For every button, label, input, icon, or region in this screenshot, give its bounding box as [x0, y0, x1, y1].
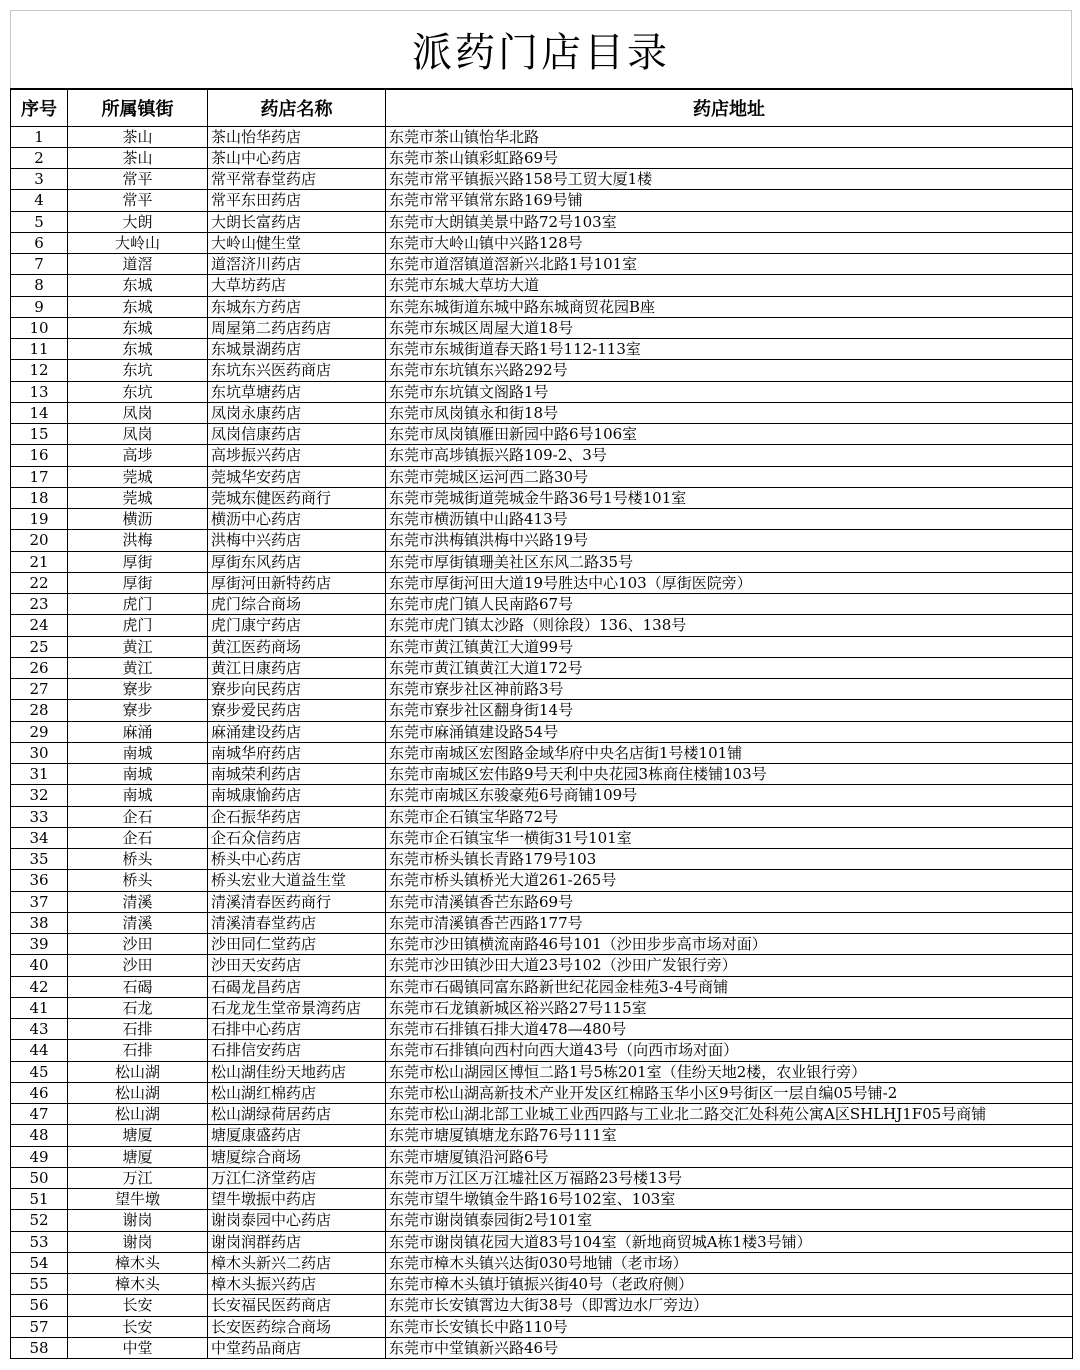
cell-town: 东坑	[68, 360, 208, 381]
cell-town: 茶山	[68, 147, 208, 168]
cell-index: 6	[11, 232, 68, 253]
cell-index: 41	[11, 997, 68, 1018]
cell-index: 32	[11, 785, 68, 806]
cell-town: 虎门	[68, 615, 208, 636]
cell-store: 南城荣利药店	[208, 764, 386, 785]
cell-town: 凤岗	[68, 402, 208, 423]
table-row	[11, 1125, 1073, 1146]
cell-store: 松山湖佳纷天地药店	[208, 1061, 386, 1082]
cell-store: 松山湖绿荷居药店	[208, 1104, 386, 1125]
cell-address: 东莞市桥头镇桥光大道261-265号	[386, 870, 1073, 891]
cell-store: 望牛墩振中药店	[208, 1189, 386, 1210]
cell-address: 东莞市东坑镇文阁路1号	[386, 381, 1073, 402]
cell-index: 8	[11, 275, 68, 296]
table-row	[11, 827, 1073, 848]
cell-address: 东莞市谢岗镇花园大道83号104室（新地商贸城A栋1楼3号铺）	[386, 1231, 1073, 1252]
cell-town: 横沥	[68, 509, 208, 530]
table-row	[11, 976, 1073, 997]
cell-index: 9	[11, 296, 68, 317]
cell-store: 长安医药综合商场	[208, 1316, 386, 1337]
table-row	[11, 636, 1073, 657]
table-row	[11, 934, 1073, 955]
cell-index: 17	[11, 466, 68, 487]
table-row	[11, 1104, 1073, 1125]
cell-index: 50	[11, 1167, 68, 1188]
cell-store: 莞城东健医药商行	[208, 487, 386, 508]
cell-town: 石排	[68, 1040, 208, 1061]
cell-address: 东莞市横沥镇中山路413号	[386, 509, 1073, 530]
table-row	[11, 1252, 1073, 1273]
cell-address: 东莞市凤岗镇雁田新园中路6号106室	[386, 424, 1073, 445]
table-row	[11, 912, 1073, 933]
cell-town: 塘厦	[68, 1146, 208, 1167]
cell-store: 谢岗泰园中心药店	[208, 1210, 386, 1231]
cell-address: 东莞市长安镇长中路110号	[386, 1316, 1073, 1337]
cell-index: 10	[11, 317, 68, 338]
cell-town: 大朗	[68, 211, 208, 232]
cell-index: 14	[11, 402, 68, 423]
cell-index: 43	[11, 1019, 68, 1040]
table-row	[11, 190, 1073, 211]
table-row	[11, 402, 1073, 423]
cell-town: 松山湖	[68, 1082, 208, 1103]
cell-town: 茶山	[68, 126, 208, 147]
cell-index: 19	[11, 509, 68, 530]
cell-address: 东莞市松山湖园区博恒二路1号5栋201室（佳纷天地2楼，农业银行旁）	[386, 1061, 1073, 1082]
cell-town: 莞城	[68, 466, 208, 487]
cell-address: 东莞市长安镇霄边大街38号（即霄边水厂旁边）	[386, 1295, 1073, 1316]
cell-town: 企石	[68, 806, 208, 827]
cell-index: 53	[11, 1231, 68, 1252]
cell-town: 松山湖	[68, 1104, 208, 1125]
table-row	[11, 657, 1073, 678]
cell-index: 56	[11, 1295, 68, 1316]
cell-address: 东莞市塘厦镇沿河路6号	[386, 1146, 1073, 1167]
cell-address: 东莞市中堂镇新兴路46号	[386, 1337, 1073, 1358]
cell-address: 东莞市樟木头镇圩镇振兴街40号（老政府侧）	[386, 1274, 1073, 1295]
cell-index: 3	[11, 169, 68, 190]
table-row	[11, 466, 1073, 487]
cell-address: 东莞市石排镇石排大道478—480号	[386, 1019, 1073, 1040]
table-row	[11, 742, 1073, 763]
cell-address: 东莞市洪梅镇洪梅中兴路19号	[386, 530, 1073, 551]
cell-address: 东莞市莞城街道莞城金牛路36号1号楼101室	[386, 487, 1073, 508]
cell-store: 东城东方药店	[208, 296, 386, 317]
cell-town: 石碣	[68, 976, 208, 997]
table-row	[11, 849, 1073, 870]
cell-address: 东莞市樟木头镇兴达街030号地铺（老市场）	[386, 1252, 1073, 1273]
store-table	[10, 88, 1073, 1359]
cell-town: 谢岗	[68, 1210, 208, 1231]
cell-index: 36	[11, 870, 68, 891]
cell-index: 46	[11, 1082, 68, 1103]
store-directory-sheet	[10, 10, 1072, 1359]
cell-address: 东莞市松山湖北部工业城工业西四路与工业北二路交汇处科苑公寓A区SHLHJ1F05号商铺	[386, 1104, 1073, 1125]
cell-town: 石排	[68, 1019, 208, 1040]
cell-address: 东莞市黄江镇黄江大道99号	[386, 636, 1073, 657]
cell-store: 企石众信药店	[208, 827, 386, 848]
table-row	[11, 381, 1073, 402]
cell-index: 39	[11, 934, 68, 955]
header-index: 序号	[11, 89, 68, 126]
cell-address: 东莞市企石镇宝华一横街31号101室	[386, 827, 1073, 848]
cell-store: 企石振华药店	[208, 806, 386, 827]
cell-town: 樟木头	[68, 1274, 208, 1295]
cell-index: 25	[11, 636, 68, 657]
cell-town: 桥头	[68, 849, 208, 870]
cell-address: 东莞市虎门镇太沙路（则徐段）136、138号	[386, 615, 1073, 636]
cell-address: 东莞市万江区万江墟社区万福路23号楼13号	[386, 1167, 1073, 1188]
cell-store: 樟木头振兴药店	[208, 1274, 386, 1295]
cell-town: 石龙	[68, 997, 208, 1018]
cell-town: 沙田	[68, 955, 208, 976]
cell-address: 东莞市大朗镇美景中路72号103室	[386, 211, 1073, 232]
cell-store: 寮步向民药店	[208, 679, 386, 700]
cell-store: 虎门康宁药店	[208, 615, 386, 636]
cell-store: 清溪清春堂药店	[208, 912, 386, 933]
cell-index: 37	[11, 891, 68, 912]
cell-store: 塘厦综合商场	[208, 1146, 386, 1167]
cell-town: 东城	[68, 339, 208, 360]
table-row	[11, 891, 1073, 912]
cell-index: 57	[11, 1316, 68, 1337]
cell-store: 南城康愉药店	[208, 785, 386, 806]
cell-town: 常平	[68, 190, 208, 211]
table-row	[11, 1040, 1073, 1061]
cell-store: 东坑草塘药店	[208, 381, 386, 402]
cell-index: 18	[11, 487, 68, 508]
table-row	[11, 509, 1073, 530]
cell-town: 沙田	[68, 934, 208, 955]
cell-store: 石龙龙生堂帝景湾药店	[208, 997, 386, 1018]
cell-store: 常平东田药店	[208, 190, 386, 211]
cell-address: 东莞市石碣镇同富东路新世纪花园金桂苑3-4号商铺	[386, 976, 1073, 997]
cell-address: 东莞市道滘镇道滘新兴北路1号101室	[386, 254, 1073, 275]
cell-town: 常平	[68, 169, 208, 190]
cell-address: 东莞市莞城区运河西二路30号	[386, 466, 1073, 487]
cell-store: 长安福民医药商店	[208, 1295, 386, 1316]
table-row	[11, 232, 1073, 253]
cell-index: 23	[11, 594, 68, 615]
cell-index: 49	[11, 1146, 68, 1167]
cell-index: 21	[11, 551, 68, 572]
cell-address: 东莞市东坑镇东兴路292号	[386, 360, 1073, 381]
cell-address: 东莞市谢岗镇泰园街2号101室	[386, 1210, 1073, 1231]
cell-store: 谢岗润群药店	[208, 1231, 386, 1252]
table-row	[11, 211, 1073, 232]
cell-index: 20	[11, 530, 68, 551]
cell-index: 31	[11, 764, 68, 785]
cell-address: 东莞市石排镇向西村向西大道43号（向西市场对面）	[386, 1040, 1073, 1061]
cell-town: 虎门	[68, 594, 208, 615]
cell-index: 44	[11, 1040, 68, 1061]
cell-index: 58	[11, 1337, 68, 1358]
cell-town: 塘厦	[68, 1125, 208, 1146]
table-row	[11, 445, 1073, 466]
cell-store: 横沥中心药店	[208, 509, 386, 530]
cell-address: 东莞市沙田镇横流南路46号101（沙田步步高市场对面）	[386, 934, 1073, 955]
cell-address: 东莞市松山湖高新技术产业开发区红棉路玉华小区9号街区一层自编05号铺-2	[386, 1082, 1073, 1103]
table-row	[11, 806, 1073, 827]
cell-store: 东城景湖药店	[208, 339, 386, 360]
cell-index: 28	[11, 700, 68, 721]
cell-address: 东莞市东城街道春天路1号112-113室	[386, 339, 1073, 360]
cell-town: 中堂	[68, 1337, 208, 1358]
cell-address: 东莞市黄江镇黄江大道172号	[386, 657, 1073, 678]
cell-store: 麻涌建设药店	[208, 721, 386, 742]
table-row	[11, 1061, 1073, 1082]
table-row	[11, 1019, 1073, 1040]
cell-index: 2	[11, 147, 68, 168]
cell-index: 13	[11, 381, 68, 402]
cell-address: 东莞市清溪镇香芒西路177号	[386, 912, 1073, 933]
cell-address: 东莞市东城大草坊大道	[386, 275, 1073, 296]
cell-index: 38	[11, 912, 68, 933]
cell-index: 33	[11, 806, 68, 827]
cell-town: 望牛墩	[68, 1189, 208, 1210]
table-row	[11, 764, 1073, 785]
cell-store: 桥头宏业大道益生堂	[208, 870, 386, 891]
cell-store: 东坑东兴医药商店	[208, 360, 386, 381]
table-row	[11, 1316, 1073, 1337]
table-row	[11, 1189, 1073, 1210]
cell-town: 东城	[68, 317, 208, 338]
table-row	[11, 487, 1073, 508]
cell-town: 厚街	[68, 572, 208, 593]
cell-town: 莞城	[68, 487, 208, 508]
cell-town: 东城	[68, 275, 208, 296]
cell-store: 松山湖红棉药店	[208, 1082, 386, 1103]
table-row	[11, 169, 1073, 190]
cell-town: 厚街	[68, 551, 208, 572]
cell-index: 4	[11, 190, 68, 211]
cell-store: 清溪清春医药商行	[208, 891, 386, 912]
cell-store: 大岭山健生堂	[208, 232, 386, 253]
table-row	[11, 339, 1073, 360]
cell-store: 茶山中心药店	[208, 147, 386, 168]
cell-address: 东莞市沙田镇沙田大道23号102（沙田广发银行旁）	[386, 955, 1073, 976]
table-row	[11, 147, 1073, 168]
table-row	[11, 679, 1073, 700]
cell-address: 东莞市凤岗镇永和街18号	[386, 402, 1073, 423]
cell-store: 南城华府药店	[208, 742, 386, 763]
cell-address: 东莞市常平镇振兴路158号工贸大厦1楼	[386, 169, 1073, 190]
cell-address: 东莞市虎门镇人民南路67号	[386, 594, 1073, 615]
cell-address: 东莞市南城区宏伟路9号天利中央花园3栋商住楼铺103号	[386, 764, 1073, 785]
cell-store: 虎门综合商场	[208, 594, 386, 615]
cell-store: 万江仁济堂药店	[208, 1167, 386, 1188]
cell-address: 东莞市桥头镇长青路179号103	[386, 849, 1073, 870]
cell-town: 黄江	[68, 636, 208, 657]
cell-address: 东莞市高埗镇振兴路109-2、3号	[386, 445, 1073, 466]
table-row	[11, 785, 1073, 806]
cell-index: 35	[11, 849, 68, 870]
cell-town: 长安	[68, 1316, 208, 1337]
table-row	[11, 1210, 1073, 1231]
cell-store: 厚街河田新特药店	[208, 572, 386, 593]
table-row	[11, 1337, 1073, 1358]
table-body	[11, 126, 1073, 1359]
cell-store: 道滘济川药店	[208, 254, 386, 275]
cell-store: 黄江日康药店	[208, 657, 386, 678]
cell-store: 塘厦康盛药店	[208, 1125, 386, 1146]
cell-index: 45	[11, 1061, 68, 1082]
cell-store: 中堂药品商店	[208, 1337, 386, 1358]
cell-store: 大草坊药店	[208, 275, 386, 296]
table-row	[11, 615, 1073, 636]
cell-town: 南城	[68, 764, 208, 785]
cell-town: 企石	[68, 827, 208, 848]
table-row	[11, 870, 1073, 891]
table-header-row	[11, 89, 1073, 126]
cell-town: 松山湖	[68, 1061, 208, 1082]
table-row	[11, 254, 1073, 275]
cell-store: 凤岗永康药店	[208, 402, 386, 423]
cell-store: 周屋第二药店药店	[208, 317, 386, 338]
cell-store: 凤岗信康药店	[208, 424, 386, 445]
cell-index: 40	[11, 955, 68, 976]
cell-index: 47	[11, 1104, 68, 1125]
cell-address: 东莞市厚街镇珊美社区东风二路35号	[386, 551, 1073, 572]
cell-index: 42	[11, 976, 68, 997]
table-row	[11, 955, 1073, 976]
cell-address: 东莞市东城区周屋大道18号	[386, 317, 1073, 338]
cell-index: 30	[11, 742, 68, 763]
cell-index: 55	[11, 1274, 68, 1295]
cell-store: 高埗振兴药店	[208, 445, 386, 466]
cell-store: 厚街东风药店	[208, 551, 386, 572]
cell-store: 黄江医药商场	[208, 636, 386, 657]
cell-town: 樟木头	[68, 1252, 208, 1273]
cell-store: 石排中心药店	[208, 1019, 386, 1040]
cell-index: 34	[11, 827, 68, 848]
cell-town: 道滘	[68, 254, 208, 275]
table-row	[11, 1274, 1073, 1295]
table-row	[11, 275, 1073, 296]
table-row	[11, 1146, 1073, 1167]
cell-store: 洪梅中兴药店	[208, 530, 386, 551]
cell-town: 寮步	[68, 679, 208, 700]
cell-index: 24	[11, 615, 68, 636]
table-row	[11, 317, 1073, 338]
cell-town: 清溪	[68, 912, 208, 933]
cell-index: 15	[11, 424, 68, 445]
cell-town: 东坑	[68, 381, 208, 402]
cell-address: 东莞市南城区东骏豪苑6号商铺109号	[386, 785, 1073, 806]
cell-address: 东莞市塘厦镇塘龙东路76号111室	[386, 1125, 1073, 1146]
cell-address: 东莞市望牛墩镇金牛路16号102室、103室	[386, 1189, 1073, 1210]
cell-town: 桥头	[68, 870, 208, 891]
page-title: 派药门店目录	[10, 10, 1072, 88]
table-row	[11, 1082, 1073, 1103]
cell-store: 石排信安药店	[208, 1040, 386, 1061]
cell-index: 54	[11, 1252, 68, 1273]
cell-town: 万江	[68, 1167, 208, 1188]
cell-town: 寮步	[68, 700, 208, 721]
cell-index: 26	[11, 657, 68, 678]
header-town: 所属镇街	[68, 89, 208, 126]
cell-town: 麻涌	[68, 721, 208, 742]
table-row	[11, 594, 1073, 615]
cell-address: 东莞市大岭山镇中兴路128号	[386, 232, 1073, 253]
cell-index: 48	[11, 1125, 68, 1146]
cell-index: 7	[11, 254, 68, 275]
cell-town: 南城	[68, 742, 208, 763]
cell-store: 桥头中心药店	[208, 849, 386, 870]
cell-index: 5	[11, 211, 68, 232]
cell-address: 东莞市茶山镇彩虹路69号	[386, 147, 1073, 168]
cell-town: 黄江	[68, 657, 208, 678]
cell-address: 东莞东城街道东城中路东城商贸花园B座	[386, 296, 1073, 317]
table-row	[11, 424, 1073, 445]
table-row	[11, 997, 1073, 1018]
cell-store: 莞城华安药店	[208, 466, 386, 487]
cell-store: 茶山怡华药店	[208, 126, 386, 147]
cell-address: 东莞市常平镇常东路169号铺	[386, 190, 1073, 211]
cell-store: 沙田同仁堂药店	[208, 934, 386, 955]
cell-address: 东莞市寮步社区翻身街14号	[386, 700, 1073, 721]
cell-store: 常平常春堂药店	[208, 169, 386, 190]
table-row	[11, 700, 1073, 721]
table-row	[11, 572, 1073, 593]
cell-town: 东城	[68, 296, 208, 317]
cell-index: 29	[11, 721, 68, 742]
cell-address: 东莞市清溪镇香芒东路69号	[386, 891, 1073, 912]
cell-town: 谢岗	[68, 1231, 208, 1252]
table-row	[11, 296, 1073, 317]
cell-index: 51	[11, 1189, 68, 1210]
cell-index: 52	[11, 1210, 68, 1231]
cell-index: 11	[11, 339, 68, 360]
cell-store: 大朗长富药店	[208, 211, 386, 232]
cell-store: 沙田天安药店	[208, 955, 386, 976]
table-row	[11, 360, 1073, 381]
cell-index: 22	[11, 572, 68, 593]
cell-address: 东莞市石龙镇新城区裕兴路27号115室	[386, 997, 1073, 1018]
cell-index: 27	[11, 679, 68, 700]
cell-town: 长安	[68, 1295, 208, 1316]
cell-store: 寮步爱民药店	[208, 700, 386, 721]
cell-town: 南城	[68, 785, 208, 806]
cell-address: 东莞市厚街河田大道19号胜达中心103（厚街医院旁）	[386, 572, 1073, 593]
cell-index: 1	[11, 126, 68, 147]
header-address: 药店地址	[386, 89, 1073, 126]
cell-index: 16	[11, 445, 68, 466]
table-row	[11, 551, 1073, 572]
cell-town: 高埗	[68, 445, 208, 466]
table-row	[11, 721, 1073, 742]
table-row	[11, 1295, 1073, 1316]
cell-store: 樟木头新兴二药店	[208, 1252, 386, 1273]
cell-address: 东莞市南城区宏图路金域华府中央名店街1号楼101铺	[386, 742, 1073, 763]
table-row	[11, 1231, 1073, 1252]
cell-town: 凤岗	[68, 424, 208, 445]
cell-town: 清溪	[68, 891, 208, 912]
table-row	[11, 1167, 1073, 1188]
table-row	[11, 126, 1073, 147]
cell-address: 东莞市企石镇宝华路72号	[386, 806, 1073, 827]
cell-address: 东莞市寮步社区神前路3号	[386, 679, 1073, 700]
cell-store: 石碣龙昌药店	[208, 976, 386, 997]
header-store: 药店名称	[208, 89, 386, 126]
cell-town: 大岭山	[68, 232, 208, 253]
cell-address: 东莞市茶山镇怡华北路	[386, 126, 1073, 147]
cell-index: 12	[11, 360, 68, 381]
table-row	[11, 530, 1073, 551]
cell-town: 洪梅	[68, 530, 208, 551]
cell-address: 东莞市麻涌镇建设路54号	[386, 721, 1073, 742]
